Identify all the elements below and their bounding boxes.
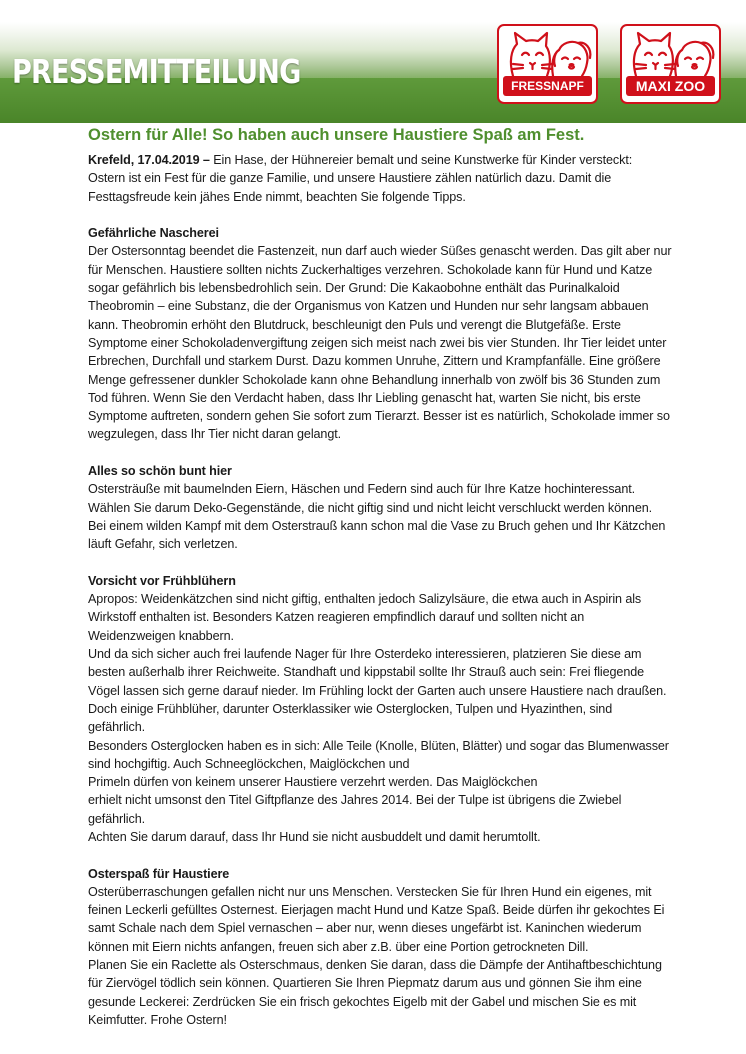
cat-and-dog-icon xyxy=(622,28,719,82)
section-1 xyxy=(88,224,728,444)
press-release-header xyxy=(0,0,746,123)
header-title: PRESSEMITTEILUNG xyxy=(12,52,301,91)
section-line: feinen Leckerli gefülltes Osternest. Eierjagen macht Hund und Katze Spaß. Beide dürfen ihr gekochtes Ei xyxy=(88,903,665,918)
section-line: Und da sich sicher auch frei laufende Nager für Ihre Osterdeko interessieren, platzieren Sie diese am xyxy=(88,647,642,662)
sections xyxy=(88,206,728,1029)
section-line: wegzulegen, dass Ihr Tier nicht daran gelangt. xyxy=(88,427,342,442)
section-line: besten außerhalb ihrer Reichweite. Standhaft und kippstabil sollte Ihr Strauß auch sein: Frei fliegende xyxy=(88,665,645,680)
section-line: Planen Sie ein Raclette als Osterschmaus, denken Sie daran, dass die Dämpfe der Antihaftbeschichtung xyxy=(88,958,662,973)
section-line: Symptome einer Schokoladenvergiftung zeigen sich meist nach zwei bis vier Stunden. Ihr Tier leidet unter xyxy=(88,335,667,350)
press-release-body xyxy=(88,121,728,1029)
paragraph-spacer xyxy=(88,846,728,864)
section-line: Menge gefressener dunkler Schokolade kann ohne Behandlung innerhalb von zwölf bis 36 Stunden zum xyxy=(88,372,661,387)
section-line: Wirkstoff enthalten ist. Besonders Katzen reagieren empfindlich darauf und sollten nicht an xyxy=(88,610,585,625)
paragraph-spacer xyxy=(88,444,728,462)
section-line: Weidenzweigen knabbern. xyxy=(88,628,234,643)
dateline: Krefeld, 17.04.2019 – xyxy=(88,153,210,167)
section-line: erhielt nicht umsonst den Titel Giftpflanze des Jahres 2014. Bei der Tulpe ist übrigens die Zwiebel xyxy=(88,793,622,808)
fressnapf-logo-label: FRESSNAPF xyxy=(503,76,592,96)
section-line: Symptome auftreten, sondern gehen Sie sofort zum Tierarzt. Besser ist es natürlich, Schokolade immer so xyxy=(88,409,670,424)
paragraph-spacer xyxy=(88,206,728,224)
section-title: Gefährliche Nascherei xyxy=(88,226,219,241)
section-line: sind hochgiftig. Auch Schneeglöckchen, Maiglöckchen und xyxy=(88,756,410,771)
section-line: für Ziervögel tödlich sein können. Quartieren Sie Ihren Piepmatz darum aus und gönnen Sie ihm eine xyxy=(88,976,642,991)
maxi-zoo-logo-label: MAXI ZOO xyxy=(626,76,715,96)
section-line: Keimfutter. Frohe Ostern! xyxy=(88,1012,227,1027)
section-line: Ostersträuße mit baumelnden Eiern, Häschen und Federn sind auch für Ihre Katze hochinteressant. xyxy=(88,482,636,497)
section-title: Osterspaß für Haustiere xyxy=(88,866,230,881)
section-line: gefährlich. xyxy=(88,720,146,735)
section-line: Primeln dürfen von keinem unserer Haustiere verzehrt werden. Das Maiglöckchen xyxy=(88,775,538,790)
section-line: Der Ostersonntag beendet die Fastenzeit, nun darf auch wieder Süßes genascht werden. Das gilt aber nur xyxy=(88,244,672,259)
section-line: können mit Eiern nichts anfangen, freuen sich aber z.B. über eine Portion getrockneten Dill. xyxy=(88,939,589,954)
headline: Ostern für Alle! So haben auch unsere Haustiere Spaß am Fest. xyxy=(88,126,585,144)
section-line: gefährlich. xyxy=(88,811,146,826)
section-2 xyxy=(88,462,728,553)
section-line: samt Schale nach dem Spiel vernaschen – aber nur, wenn dieses ungefärbt ist. Kaninchen wiederum xyxy=(88,921,642,936)
article-text xyxy=(88,151,728,1029)
section-line: läuft Gefahr, sich verletzen. xyxy=(88,537,238,552)
section-line: kann. Theobromin erhöht den Blutdruck, beschleunigt den Puls und verengt die Blutgefäße. Erste xyxy=(88,317,621,332)
section-title: Vorsicht vor Frühblühern xyxy=(88,573,236,588)
section-line: Vögel lassen sich gerne darauf nieder. Im Frühling lockt der Garten auch unsere Haustiere nach draußen. xyxy=(88,683,667,698)
intro-line: Krefeld, 17.04.2019 – Ein Hase, der Hühnereier bemalt und seine Kunstwerke für Kinder versteckt: xyxy=(88,153,633,167)
section-line: Apropos: Weidenkätzchen sind nicht giftig, enthalten jedoch Salizylsäure, die etwa auch in Aspirin als xyxy=(88,592,642,607)
section-3 xyxy=(88,572,728,846)
section-line: gesunde Leckerei: Zerdrücken Sie ein frisch gekochtes Eigelb mit der Gabel und mischen Sie es mit xyxy=(88,994,637,1009)
section-line: Tod führen. Wenn Sie den Verdacht haben, dass Ihr Liebling genascht hat, warten Sie nicht, bis erste xyxy=(88,390,641,405)
cat-and-dog-icon xyxy=(499,28,596,82)
section-line: Wählen Sie darum Deko-Gegenstände, die nicht giftig sind und nicht leicht verschluckt werden können. xyxy=(88,500,653,515)
fressnapf-logo xyxy=(497,24,598,104)
intro-line: Ostern ist ein Fest für die ganze Familie, und unsere Haustiere zählen natürlich dazu. Damit die xyxy=(88,171,612,186)
section-title: Alles so schön bunt hier xyxy=(88,464,232,479)
paragraph-spacer xyxy=(88,554,728,572)
section-line: Besonders Osterglocken haben es in sich: Alle Teile (Knolle, Blüten, Blätter) und sogar das Blumenwasser xyxy=(88,738,669,753)
intro-paragraph xyxy=(88,151,728,206)
maxi-zoo-logo xyxy=(620,24,721,104)
section-line: Erbrechen, Durchfall und starkem Durst. Dazu kommen Unruhe, Zittern und Krampfanfälle. Eine größere xyxy=(88,354,661,369)
section-line: Achten Sie darum darauf, dass Ihr Hund sie nicht ausbuddelt und damit herumtollt. xyxy=(88,829,541,844)
section-line: Bei einem wilden Kampf mit dem Osterstrauß kann schon mal die Vase zu Bruch gehen und Ihr Kätzchen xyxy=(88,518,666,533)
section-4 xyxy=(88,865,728,1030)
section-line: für Menschen. Haustiere sollten nichts Zuckerhaltiges verzehren. Schokolade kann für Hund und Katze xyxy=(88,262,653,277)
section-line: sogar gefährlich bis lebensbedrohlich sein. Der Grund: Die Kakaobohne enthält das Purinalkaloid xyxy=(88,281,620,296)
section-line: Doch einige Frühblüher, darunter Osterklassiker wie Osterglocken, Tulpen und Hyazinthen, sind xyxy=(88,701,613,716)
intro-line: Festtagsfreude kein jähes Ende nimmt, beachten Sie folgende Tipps. xyxy=(88,189,466,204)
section-line: Theobromin – eine Substanz, die der Organismus von Katzen und Hunden nur sehr langsam abbauen xyxy=(88,299,649,314)
section-line: Osterüberraschungen gefallen nicht nur uns Menschen. Verstecken Sie für Ihren Hund ein eigenes, mit xyxy=(88,884,652,899)
